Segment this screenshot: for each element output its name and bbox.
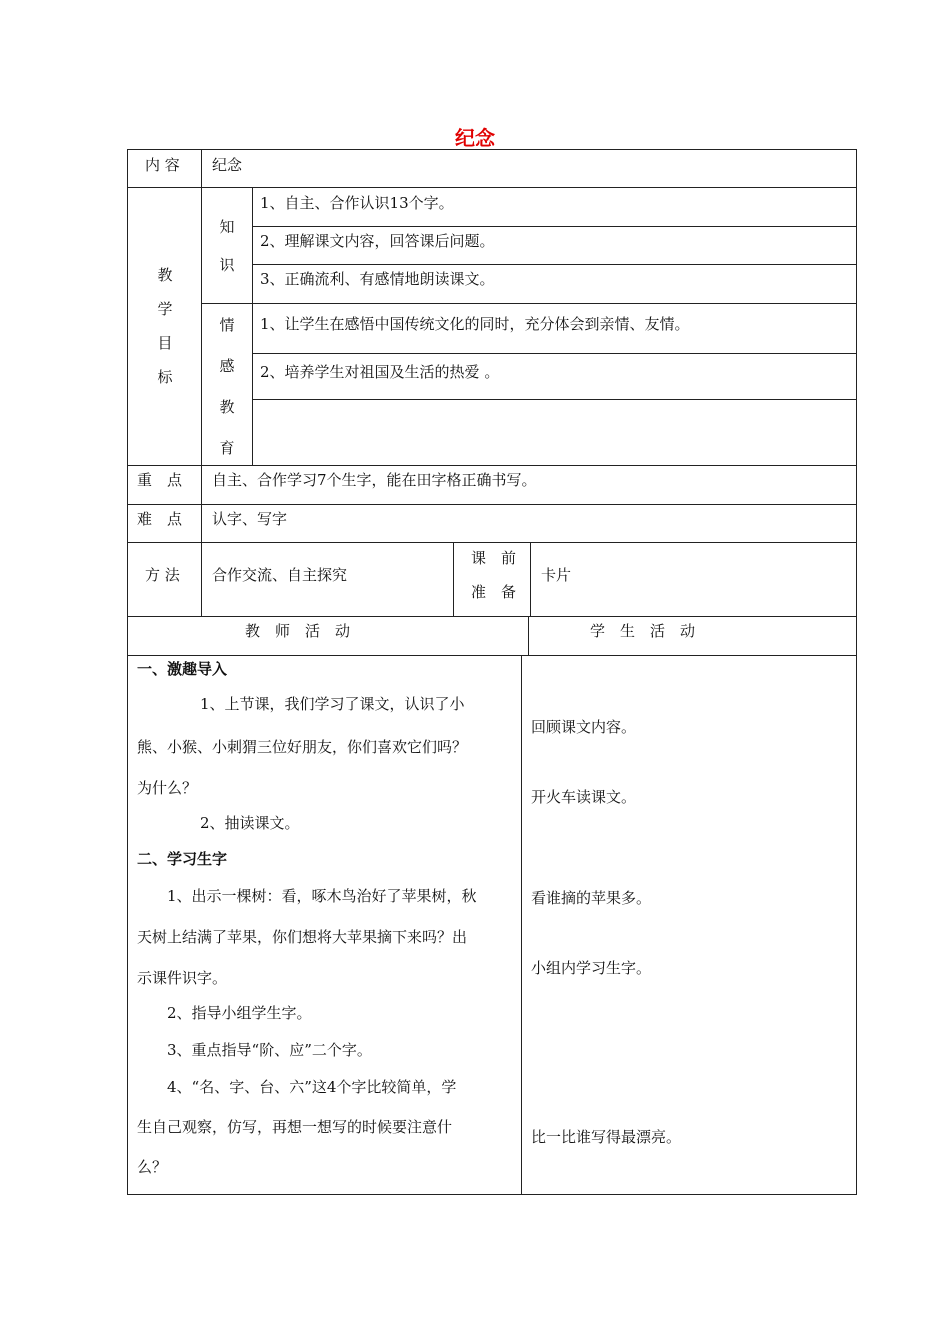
divider <box>530 542 531 617</box>
teacher-text: 示课件识字。 <box>137 969 228 987</box>
teacher-text: 1、上节课，我们学习了课文，认识了小 <box>200 695 465 713</box>
teacher-text: 4、“名、字、台、六”这4个字比较简单，学 <box>167 1078 457 1096</box>
prep-value: 卡片 <box>541 566 572 584</box>
knowledge-label: 知 识 <box>219 218 235 274</box>
divider <box>252 264 857 265</box>
method-label: 方 法 <box>145 566 180 584</box>
emotion-item: 1、让学生在感悟中国传统文化的同时，充分体会到亲情、友情。 <box>260 315 690 333</box>
student-text: 回顾课文内容。 <box>531 718 637 736</box>
emotion-item: 2、培养学生对祖国及生活的热爱 。 <box>260 363 500 381</box>
knowledge-item: 3、正确流利、有感情地朗读课文。 <box>260 270 495 288</box>
prep-label: 准 备 <box>471 583 517 601</box>
divider <box>252 187 253 465</box>
divider <box>127 504 857 505</box>
student-text: 小组内学习生字。 <box>531 959 652 977</box>
divider <box>252 226 857 227</box>
prep-label: 课 前 <box>471 549 517 567</box>
page-title: 纪念 <box>455 126 495 150</box>
divider <box>201 303 857 304</box>
teacher-text: 熊、小猴、小刺猬三位好朋友，你们喜欢它们吗？ <box>137 738 468 756</box>
divider <box>453 542 454 617</box>
teacher-text: 2、指导小组学生字。 <box>167 1004 312 1022</box>
divider <box>521 655 522 1195</box>
divider <box>252 399 857 400</box>
teacher-text: 么？ <box>137 1158 168 1176</box>
teacher-text: 2、抽读课文。 <box>200 814 300 832</box>
section-heading: 二、学习生字 <box>137 850 228 868</box>
activity-body <box>127 655 857 1195</box>
difficulty-label: 难 点 <box>137 510 183 528</box>
content-label: 内 容 <box>145 156 180 174</box>
divider <box>201 149 202 617</box>
teacher-text: 天树上结满了苹果，你们想将大苹果摘下来吗？出 <box>137 928 468 946</box>
teacher-activity-header: 教 师 活 动 <box>245 622 351 640</box>
teacher-text: 生自己观察，仿写，再想一想写的时候要注意什 <box>137 1118 453 1136</box>
key-point-value: 自主、合作学习7个生字，能在田字格正确书写。 <box>212 471 537 489</box>
method-value: 合作交流、自主探究 <box>212 566 348 584</box>
content-value: 纪念 <box>212 156 243 174</box>
student-activity-header: 学 生 活 动 <box>590 622 696 640</box>
divider <box>127 542 857 543</box>
key-point-label: 重 点 <box>137 471 183 489</box>
student-text: 比一比谁写得最漂亮。 <box>531 1128 682 1146</box>
difficulty-value: 认字、写字 <box>212 510 288 528</box>
knowledge-item: 2、理解课文内容，回答课后问题。 <box>260 232 495 250</box>
student-text: 开火车读课文。 <box>531 788 637 806</box>
teacher-text: 为什么？ <box>137 779 198 797</box>
teacher-text: 1、出示一棵树：看，啄木鸟治好了苹果树，秋 <box>167 887 477 905</box>
section-heading: 一、激趣导入 <box>137 660 228 678</box>
goals-label: 教 学 目 标 <box>157 266 173 386</box>
student-text: 看谁摘的苹果多。 <box>531 889 652 907</box>
teacher-text: 3、重点指导“阶、应”二个字。 <box>167 1041 372 1059</box>
activity-header-row <box>127 616 857 656</box>
emotion-label: 情 感 教 育 <box>219 316 235 457</box>
divider <box>252 353 857 354</box>
divider <box>528 616 529 656</box>
divider <box>127 187 857 188</box>
knowledge-item: 1、自主、合作认识13个字。 <box>260 194 454 212</box>
